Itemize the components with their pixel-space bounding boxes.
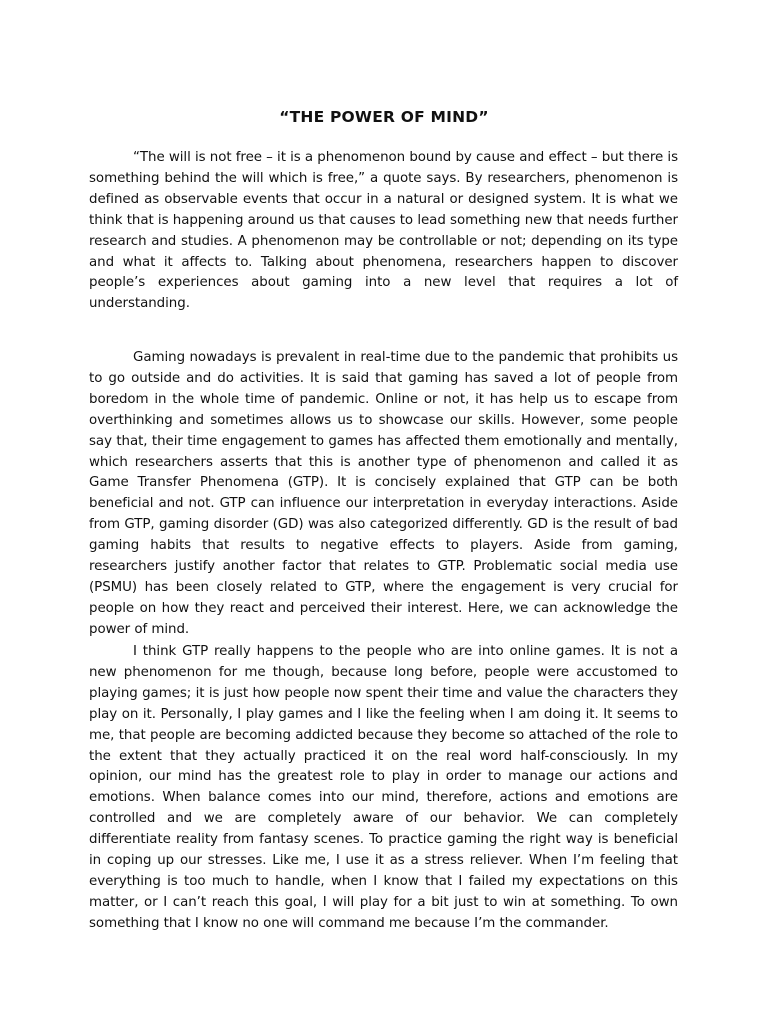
paragraph-1: “The will is not free – it is a phenomenon bound by cause and effect – but there is something behind the will which is free,” a quote says. By researchers, phenomenon is defined as observable events that occur in a natural or designed system. It is what we think that is happening around us that causes to lead something new that needs further research and studies. A phenomenon may be controllable or not; depending on its type and what it affects to. Talking about phenomena, researchers happen to discover people’s experiences about gaming into a new level that requires a lot of understanding. (89, 150, 678, 312)
paragraph-2: Gaming nowadays is prevalent in real-time due to the pandemic that prohibits us to go outside and do activities. It is said that gaming has saved a lot of people from boredom in the whole time of pandemic. Online or not, it has help us to escape from overthinking and sometimes allows us to showcase our skills. However, some people say that, their time engagement to games has affected them emotionally and mentally, which researchers asserts that this is another type of phenomenon and called it as Game Transfer Phenomena (GTP). It is concisely explained that GTP can be both beneficial and not. GTP can influence our interpretation in everyday interactions. Aside from GTP, gaming disorder (GD) was also categorized differently. GD is the result of bad gaming habits that results to negative effects to players. Aside from gaming, researchers justify another factor that relates to GTP. Problematic social media use (PSMU) has been closely related to GTP, where the engagement is very crucial for people on how they react and perceived their interest. Here, we can acknowledge the power of mind. (89, 350, 678, 637)
document-title: “THE POWER OF MIND” (279, 108, 489, 126)
paragraph-3: I think GTP really happens to the people who are into online games. It is not a new phenomenon for me though, because long before, people were accustomed to playing games; it is just how people now spent their time and value the characters they play on it. Personally, I play games and I like the feeling when I am doing it. It seems to me, that people are becoming addicted because they become so attached of the role to the extent that they actually practiced it on the real word half-consciously. In my opinion, our mind has the greatest role to play in order to manage our actions and emotions. When balance comes into our mind, therefore, actions and emotions are controlled and we are completely aware of our behavior. We can completely differentiate reality from fantasy scenes. To practice gaming the right way is beneficial in coping up our stresses. Like me, I use it as a stress reliever. When I’m feeling that everything is too much to handle, when I know that I failed my expectations on this matter, or I can’t reach this goal, I will play for a bit just to win at something. To own something that I know no one will command me because I’m the commander. (89, 644, 678, 931)
